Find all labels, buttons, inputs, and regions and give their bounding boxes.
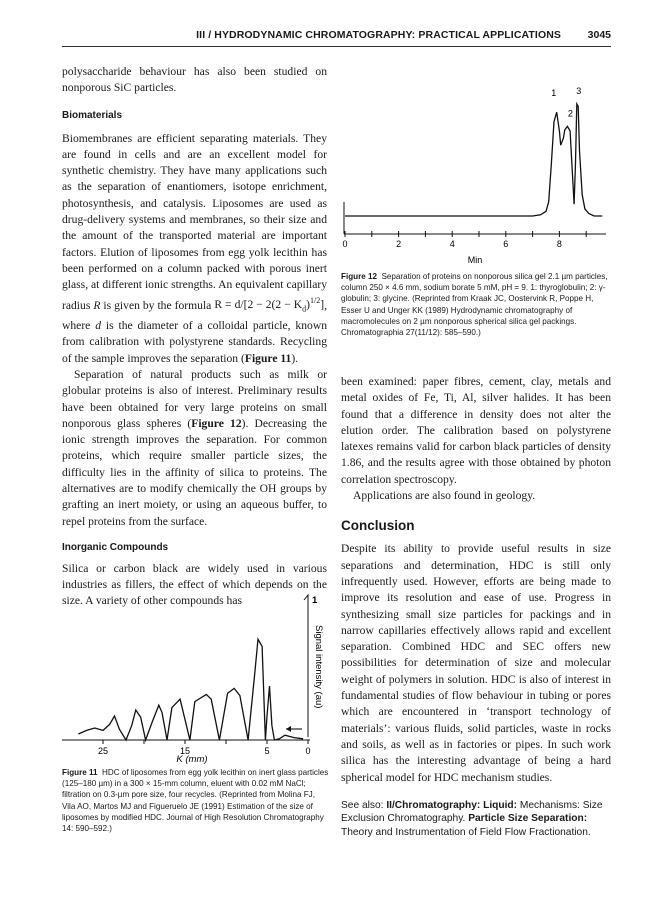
figure-12-tick-label: 6 bbox=[503, 239, 509, 249]
paragraph-separation: Separation of natural products such as milk or globular proteins is also of interest. Preliminary results have been obtained for very large proteins on small nonporous glass spheres (Figure 12). Decreasing the ionic strength improves the separation. For common proteins, which require smaller particle sizes, the difficulty lies in the affinity of silica to proteins. The alternatives are to modify chemically the OH groups by grafting an inert moiety, or using an aqueous buffer, to repel proteins from the surface. bbox=[62, 367, 327, 528]
figure-11-tick-label: 5 bbox=[264, 746, 270, 756]
see-also: See also: II/Chromatography: Liquid: Mechanisms: Size Exclusion Chromatography. Particle Size Separation: Theory and Instrumentation of Field Flow Fractionation. bbox=[341, 799, 603, 838]
figure-12-peak-label: 1 bbox=[551, 88, 557, 99]
running-header-title: III / HYDRODYNAMIC CHROMATOGRAPHY: PRACTICAL APPLICATIONS bbox=[196, 29, 561, 41]
figure-11-series-line bbox=[78, 639, 303, 740]
paragraph-biomaterials: Biomembranes are efficient separating materials. They are found in cells and are an excellent model for synthetic chemistry. They have many applications such as the separation of enantiomers, isotope enrichment, photosynthesis, and catalysis. Liposomes are used as drug-delivery systems and membranes, so their size and the amount of the transported material are important factors. Elution of liposomes from egg yolk lecithin has been performed on a column packed with porous inert glass, at different ionic strengths. An equivalent capillary radius R is given by the formula $R = d/[2 - 2(2 - K_d)^{1/2}]$, where d is the diameter of a colloidal particle, known from calibration with polystyrene standards. Recycling of the sample improves the separation (Figure 11). bbox=[62, 131, 327, 365]
figure-12-peak-label: 2 bbox=[567, 108, 573, 119]
formula: $R = d/[2 - 2(2 - K_d)^{1/2}]$ bbox=[214, 296, 325, 314]
figure-11-chart bbox=[62, 585, 332, 765]
page-number: 3045 bbox=[587, 29, 611, 41]
figure-12-ref[interactable]: Figure 12 bbox=[191, 416, 242, 430]
running-header bbox=[62, 27, 611, 47]
figure-12-peak-label: 3 bbox=[576, 85, 582, 96]
see-also-link[interactable]: Particle Size Separation: bbox=[468, 813, 588, 825]
right-column bbox=[341, 374, 611, 839]
figure-11-plot bbox=[78, 639, 303, 740]
figure-12-plot bbox=[345, 104, 602, 216]
figure-12-tick-label: 0 bbox=[342, 239, 348, 249]
section-heading-inorganic: Inorganic Compounds bbox=[62, 541, 169, 553]
figure-12-tick-label: 8 bbox=[556, 239, 562, 249]
paragraph: Applications are also found in geology. bbox=[353, 489, 536, 503]
figure-11-tick-label: 15 bbox=[179, 746, 191, 756]
figure-11-arrowhead bbox=[286, 726, 291, 732]
figure-11-xlabel: K (mm) bbox=[176, 754, 208, 765]
figure-11-tick-label: 0 bbox=[305, 746, 311, 756]
left-column bbox=[62, 64, 327, 610]
figure-11-ref[interactable]: Figure 11 bbox=[244, 351, 292, 365]
section-heading-conclusion: Conclusion bbox=[341, 518, 415, 534]
figure-12-tick-label: 4 bbox=[449, 239, 455, 249]
paragraph-inorganic: Silica or carbon black are widely used in various industries as fillers, the effect of which depends on the size. A variety of other compounds has bbox=[62, 561, 327, 608]
figure-11-caption: Figure 11 HDC of liposomes from egg yolk lecithin on inert glass particles (125–180 µm) in a 300 × 15-mm column, eluent with 0.02 mM NaCl; filtration on 0.3-µm pore size, four recycles. (Reprinted from Molina FJ, Vila AO, Martos MJ and Figueruelo JE (1991) Estimation of the size of liposomes by modified HDC. Journal of High Resolution Chromatography 14: 590–592.) bbox=[62, 768, 329, 834]
figure-12-caption: Figure 12 Separation of proteins on nonporous silica gel 2.1 µm particles, column 250 × 4.6 mm, sodium borate 5 mM, pH = 9. 1: thyroglobulin; 2: γ-globulin; 3: glycine. (Reprinted from Kraak JC, Oostervink R, Poppe H, Esser U and Unger KK (1989) Hydrodynamic chromatography of macromolecules on 2 µm nonporous spherical silica gel packings. Chromatographia 27(11/12): 585–590.) bbox=[341, 272, 608, 338]
figure-12-chart bbox=[340, 64, 615, 270]
figure-12-series-line bbox=[345, 104, 602, 216]
paragraph-conclusion: Despite its ability to provide useful results in size separations and determination, HDC is still only infrequently used. However, efforts are being made to improve its resolution and ease of use. Progress in synthesizing small size particles for packings and in narrow capillaries effectively allows rapid and excellent separation. Combined HDC and SEC offers new possibilities for determination of size and molecular weight of polymers in solution. HDC is also of interest in fundamental studies of flow behaviour in tubing or pores which are encountered in ‘transport technology of materials’: various fluids, solid particles, waste in rocks and soils, as well as in factories or pipes. In such work silica has the interesting advantage of being a hard spherical model for HDC mechanism studies. bbox=[341, 542, 611, 784]
paragraph: been examined: paper fibres, cement, clay, metals and metal oxides of Fe, Ti, Al, silver halides. It has been found that a difference in density does not alter the elution order. The calibration based on polystyrene latexes remains valid for carbon black particles of density 1.86, and the results agree with those obtained by photon correlation spectroscopy. bbox=[341, 375, 611, 486]
paragraph: polysaccharide behaviour has also been studied on nonporous SiC particles. bbox=[62, 65, 327, 95]
figure-11-ylabel: Signal intensity (au) bbox=[313, 625, 324, 709]
see-also-link[interactable]: II/Chromatography: Liquid: bbox=[386, 799, 518, 811]
figure-12-xlabel: Min bbox=[467, 255, 483, 265]
section-heading-biomaterials: Biomaterials bbox=[62, 109, 123, 121]
figure-11-tick-label: 25 bbox=[97, 746, 109, 756]
figure-11-marker-label: 1 bbox=[312, 595, 318, 606]
figure-11-signal-axis bbox=[304, 595, 308, 737]
figure-12-tick-label: 2 bbox=[396, 239, 402, 249]
